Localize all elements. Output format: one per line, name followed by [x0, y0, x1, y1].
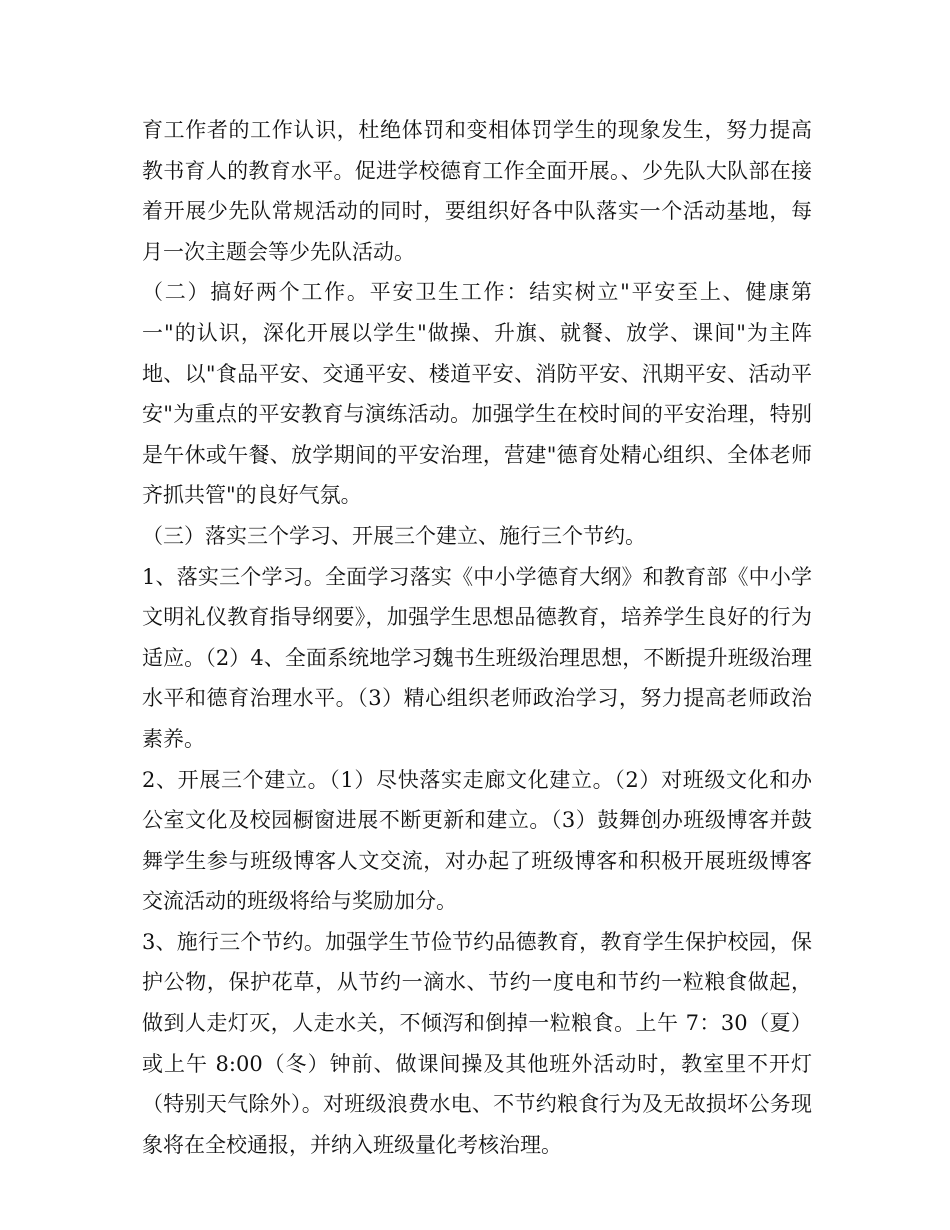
- paragraph-moral-education-intro: 育工作者的工作认识，杜绝体罚和变相体罚学生的现象发生，努力提高教书育人的教育水平。促进学校德育工作全面开展。、少先队大队部在接着开展少先队常规活动的同时，要组织好各中队落实一个活动基地，每月一次主题会等少先队活动。: [142, 118, 812, 264]
- paragraph-section-two: （二）搞好两个工作。平安卫生工作：结实树立"平安至上、健康第一"的认识，深化开展以学生"做操、升旗、就餐、放学、课间"为主阵地、以"食品平安、交通平安、楼道平安、消防平安、汛期平安、活动平安"为重点的平安教育与演练活动。加强学生在校时间的平安治理，特别是午休或午餐、放学期间的平安治理，营建"德育处精心组织、全体老师齐抓共管"的良好气氛。: [142, 280, 812, 508]
- paragraph-item-2-construction: 2、开展三个建立。（1）尽快落实走廊文化建立。（2）对班级文化和办公室文化及校园橱窗进展不断更新和建立。（3）鼓舞创办班级博客并鼓舞学生参与班级博客人文交流，对办起了班级博客和积极开展班级博客交流活动的班级将给与奖励加分。: [142, 767, 812, 914]
- paragraph-item-3-saving: 3、施行三个节约。加强学生节俭节约品德教育，教育学生保护校园，保护公物，保护花草，从节约一滴水、节约一度电和节约一粒粮食做起，做到人走灯灭，人走水关，不倾泻和倒掉一粒粮食。上午 7：30（夏）或上午 8:00（冬）钟前、做课间操及其他班外活动时，教室里不开灯（特别天气除外）。对班级浪费水电、不节约粮食行为及无故损坏公务现象将在全校通报，并纳入班级量化考核治理。: [142, 929, 812, 1157]
- paragraph-section-three-heading: （三）落实三个学习、开展三个建立、施行三个节约。: [142, 523, 646, 548]
- paragraph-item-1-study: 1、落实三个学习。全面学习落实《中小学德育大纲》和教育部《中小学文明礼仪教育指导纲要》，加强学生思想品德教育，培养学生良好的行为适应。（2）4、全面系统地学习魏书生班级治理思想，不断提升班级治理水平和德育治理水平。（3）精心组织老师政治学习，努力提高老师政治素养。: [142, 564, 812, 751]
- document-body: [142, 110, 812, 1165]
